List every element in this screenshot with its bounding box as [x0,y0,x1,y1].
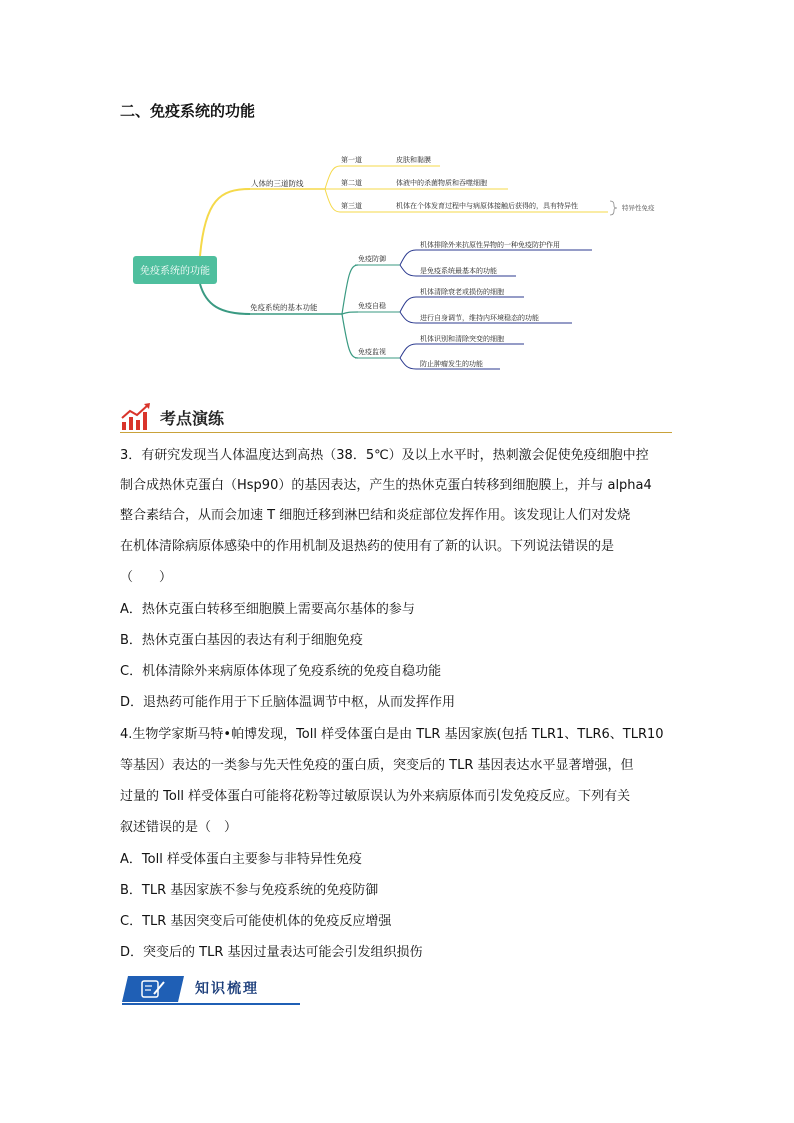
banner-divider [120,432,672,433]
question-3-line-1: 3．有研究发现当人体温度达到高热（38．5℃）及以上水平时，热刺激会促使免疫细胞中控 [120,448,649,463]
branch1-item2-desc: 体液中的杀菌物质和吞噬细胞 [396,179,487,187]
question-4-option-c: C．TLR 基因突变后可能使机体的免疫反应增强 [120,914,392,929]
branch1-item3-label: 第三道 [341,202,362,210]
question-3-option-a: A．热休克蛋白转移至细胞膜上需要高尔基体的参与 [120,602,415,617]
branch1-item3-note: 特异性免疫 [622,204,655,212]
question-3-option-b: B．热休克蛋白基因的表达有利于细胞免疫 [120,633,363,648]
branch1-connector [200,189,250,256]
branch2-sub1-connector [342,265,358,314]
branch2-group3-item2: 防止肿瘤发生的功能 [420,360,483,368]
question-4-option-a: A．Toll 样受体蛋白主要参与非特异性免疫 [120,852,362,867]
branch1-label: 人体的三道防线 [251,179,304,188]
question-3-line-2: 制合成热休克蛋白（Hsp90）的基因表达，产生的热休克蛋白转移到细胞膜上，并与 alpha4 [120,478,652,493]
section-title: 二、免疫系统的功能 [120,102,256,120]
question-4-option-b: B．TLR 基因家族不参与免疫系统的免疫防御 [120,883,379,898]
mind-map [0,0,794,400]
branch2-group3-item1: 机体识别和清除突变的细胞 [420,335,504,343]
question-3-line-5: （ ） [120,570,173,585]
branch2-group1-item1: 机体排除外来抗原性异物的一种免疫防护作用 [420,241,560,249]
branch2-group1-label: 免疫防御 [358,255,386,263]
question-3-option-c: C．机体清除外来病原体体现了免疫系统的免疫自稳功能 [120,664,442,679]
chart-growth-icon [120,402,152,432]
brace-icon [610,201,617,215]
branch1-item2-label: 第二道 [341,179,362,187]
branch1-sub1-connector [325,166,340,189]
question-3-option-d: D．退热药可能作用于下丘脑体温调节中枢，从而发挥作用 [120,695,456,710]
branch2-group2-item1: 机体清除衰老或损伤的细胞 [420,288,504,296]
branch2-sub3-connector [342,314,358,358]
branch2-label: 免疫系统的基本功能 [250,303,318,312]
branch1-item3-desc: 机体在个体发育过程中与病原体接触后获得的，具有特异性 [396,202,578,210]
branch1-item1-desc: 皮肤和黏膜 [396,156,431,164]
question-4-line-4: 叙述错误的是（ ） [120,820,238,835]
branch2-connector [200,284,250,314]
question-3-line-4: 在机体清除病原体感染中的作用机制及退热药的使用有了新的认识。下列说法错误的是 [120,539,615,554]
mindmap-root-label: 免疫系统的功能 [140,266,210,277]
question-4-line-3: 过量的 Toll 样受体蛋白可能将花粉等过敏原误认为外来病原体而引发免疫反应。下列有关 [120,789,631,804]
question-4-option-d: D．突变后的 TLR 基因过量表达可能会引发组织损伤 [120,945,423,960]
branch2-group2-label: 免疫自稳 [358,302,386,310]
branch1-item1-label: 第一道 [341,156,362,164]
knowledge-banner-title: 知识梳理 [195,981,259,997]
branch1-sub3-connector [325,189,340,212]
question-4-line-1: 4.生物学家斯马特•帕博发现，Toll 样受体蛋白是由 TLR 基因家族(包括 TLR1、TLR6、TLR10 [120,727,664,742]
practice-banner-title: 考点演练 [160,409,225,428]
branch2-group1-item2: 是免疫系统最基本的功能 [420,267,497,275]
question-3-line-3: 整合素结合，从而会加速 T 细胞迁移到淋巴结和炎症部位发挥作用。该发现让人们对发烧 [120,508,631,523]
branch2-group2-item2: 进行自身调节，维持内环境稳态的功能 [420,314,539,322]
branch2-group3-label: 免疫监视 [358,348,386,356]
question-4-line-2: 等基因）表达的一类参与先天性免疫的蛋白质，突变后的 TLR 基因表达水平显著增强，但 [120,758,634,773]
